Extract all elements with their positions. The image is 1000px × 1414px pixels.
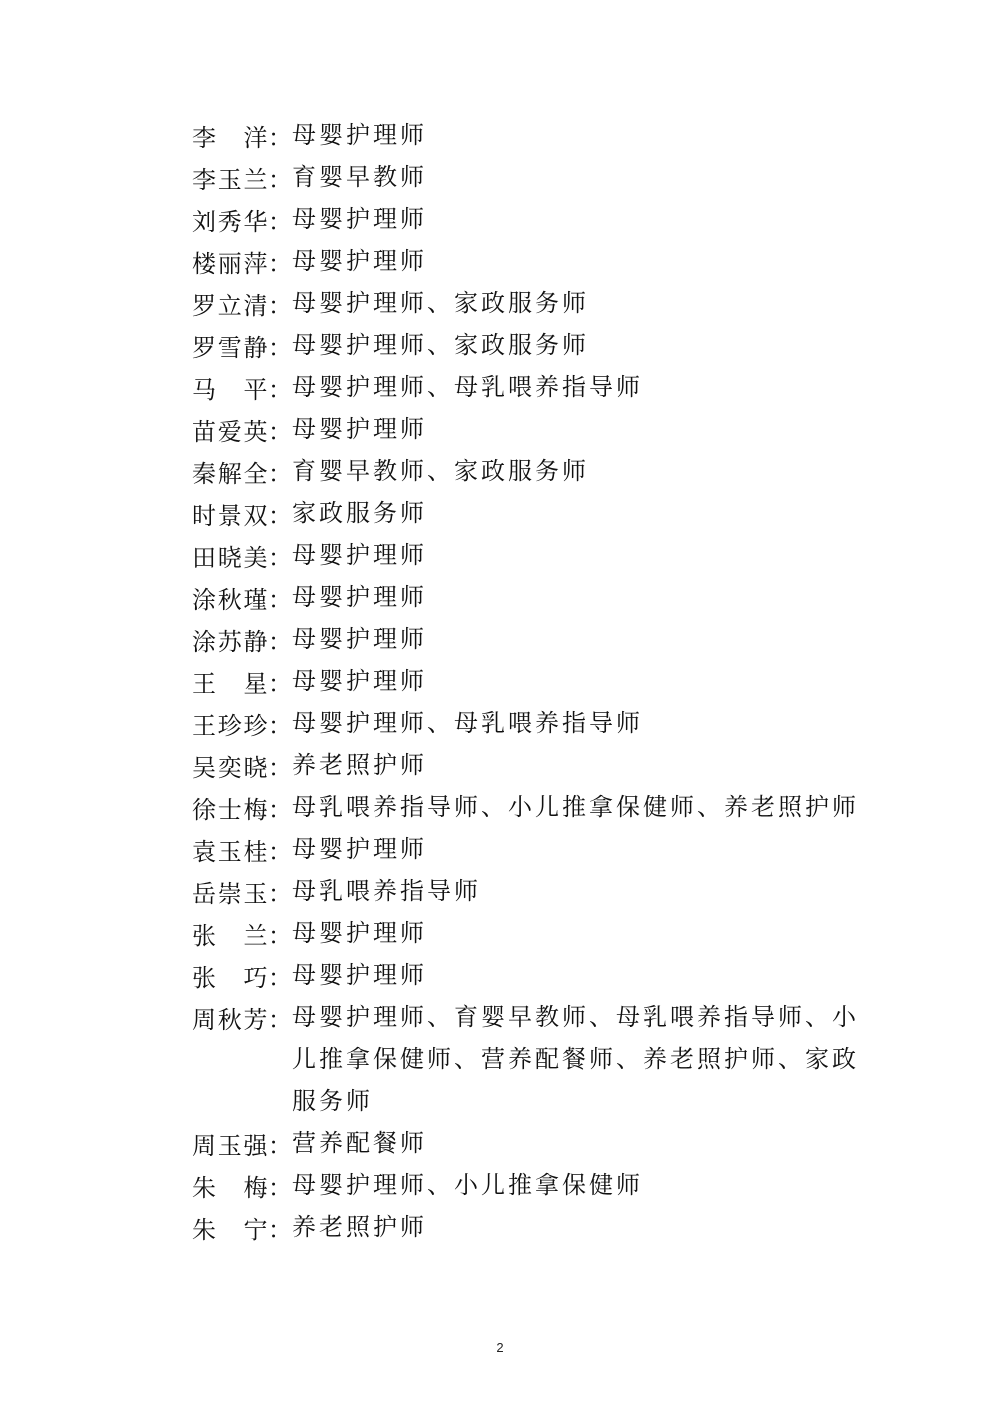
name-colon: ：: [268, 921, 293, 950]
list-item: [192, 660, 872, 702]
certificate-titles: 母婴护理师: [292, 121, 427, 149]
certificate-titles: 母婴护理师、育婴早教师、母乳喂养指导师、小儿推拿保健师、营养配餐师、养老照护师、家政服务师: [292, 1003, 859, 1115]
list-item: [192, 198, 872, 240]
name-colon: ：: [268, 879, 293, 908]
certificate-titles: 母乳喂养指导师: [292, 877, 481, 905]
person-name: 朱 梅: [192, 1173, 268, 1202]
list-item: [192, 870, 872, 912]
person-name-cell: [192, 870, 292, 912]
certificate-titles: 母婴护理师: [292, 415, 427, 443]
person-name: 时景双: [192, 501, 268, 530]
list-item: [192, 114, 872, 156]
list-item: [192, 1206, 872, 1248]
person-name: 岳崇玉: [192, 879, 268, 908]
person-name-cell: [192, 660, 292, 702]
person-name: 田晓美: [192, 543, 268, 572]
person-name-cell: [192, 576, 292, 618]
name-colon: ：: [268, 459, 293, 488]
certificate-titles: 母婴护理师、家政服务师: [292, 289, 589, 317]
list-item: [192, 1122, 872, 1164]
person-name-cell: [192, 156, 292, 198]
person-name: 张 巧: [192, 963, 268, 992]
certificate-titles: 营养配餐师: [292, 1129, 427, 1157]
name-colon: ：: [268, 795, 293, 824]
person-name: 涂苏静: [192, 627, 268, 656]
name-colon: ：: [268, 669, 293, 698]
certificate-titles: 母婴护理师: [292, 835, 427, 863]
name-colon: ：: [268, 1005, 293, 1034]
person-name-cell: [192, 450, 292, 492]
name-colon: ：: [268, 207, 293, 236]
name-colon: ：: [268, 123, 293, 152]
name-colon: ：: [268, 1215, 293, 1244]
person-name-cell: [192, 618, 292, 660]
person-name: 涂秋瑾: [192, 585, 268, 614]
person-name: 刘秀华: [192, 207, 268, 236]
certificate-titles: 母婴护理师: [292, 961, 427, 989]
person-name: 李玉兰: [192, 165, 268, 194]
person-name: 马 平: [192, 375, 268, 404]
page-number: 2: [496, 1340, 504, 1355]
certificate-titles: 母婴护理师、母乳喂养指导师: [292, 709, 643, 737]
certificate-titles: 母婴护理师: [292, 541, 427, 569]
list-item: [192, 282, 872, 324]
person-name: 袁玉桂: [192, 837, 268, 866]
person-name: 秦解全: [192, 459, 268, 488]
certificate-titles: 育婴早教师、家政服务师: [292, 457, 589, 485]
certificate-titles: 母婴护理师: [292, 247, 427, 275]
person-name-cell: [192, 114, 292, 156]
name-colon: ：: [268, 1131, 293, 1160]
list-item: [192, 786, 872, 828]
list-item: [192, 366, 872, 408]
person-name-cell: [192, 996, 292, 1038]
name-colon: ：: [268, 585, 293, 614]
person-name-cell: [192, 954, 292, 996]
name-colon: ：: [268, 165, 293, 194]
list-item: [192, 156, 872, 198]
list-item: [192, 996, 872, 1122]
person-name: 罗雪静: [192, 333, 268, 362]
person-name: 周秋芳: [192, 1005, 268, 1034]
person-name-cell: [192, 702, 292, 744]
name-colon: ：: [268, 753, 293, 782]
person-name: 吴奕晓: [192, 753, 268, 782]
person-name-cell: [192, 198, 292, 240]
list-item: [192, 240, 872, 282]
certificate-titles: 家政服务师: [292, 499, 427, 527]
list-item: [192, 576, 872, 618]
certificate-titles: 母婴护理师: [292, 919, 427, 947]
person-name-cell: [192, 744, 292, 786]
list-item: [192, 912, 872, 954]
list-item: [192, 828, 872, 870]
person-name-cell: [192, 1122, 292, 1164]
person-name-cell: [192, 282, 292, 324]
certificate-titles: 育婴早教师: [292, 163, 427, 191]
name-colon: ：: [268, 291, 293, 320]
person-name-cell: [192, 408, 292, 450]
person-name-cell: [192, 912, 292, 954]
name-colon: ：: [268, 963, 293, 992]
list-item: [192, 492, 872, 534]
person-name: 张 兰: [192, 921, 268, 950]
person-name-cell: [192, 534, 292, 576]
list-item: [192, 702, 872, 744]
certificate-titles: 母婴护理师、母乳喂养指导师: [292, 373, 643, 401]
name-colon: ：: [268, 417, 293, 446]
certificate-titles: 母婴护理师、小儿推拿保健师: [292, 1171, 643, 1199]
name-colon: ：: [268, 375, 293, 404]
name-colon: ：: [268, 1173, 293, 1202]
person-name-cell: [192, 324, 292, 366]
person-name-cell: [192, 366, 292, 408]
certificate-holder-list: [192, 114, 872, 1248]
person-name: 罗立清: [192, 291, 268, 320]
list-item: [192, 408, 872, 450]
person-name: 李 洋: [192, 123, 268, 152]
certificate-titles: 养老照护师: [292, 1213, 427, 1241]
name-colon: ：: [268, 627, 293, 656]
person-name-cell: [192, 828, 292, 870]
person-name: 朱 宁: [192, 1215, 268, 1244]
person-name-cell: [192, 1206, 292, 1248]
person-name: 徐士梅: [192, 795, 268, 824]
person-name-cell: [192, 1164, 292, 1206]
list-item: [192, 1164, 872, 1206]
list-item: [192, 450, 872, 492]
list-item: [192, 324, 872, 366]
person-name-cell: [192, 786, 292, 828]
person-name: 王珍珍: [192, 711, 268, 740]
person-name: 楼丽萍: [192, 249, 268, 278]
certificate-titles: 母婴护理师、家政服务师: [292, 331, 589, 359]
certificate-titles: 母婴护理师: [292, 583, 427, 611]
certificate-titles: 母婴护理师: [292, 625, 427, 653]
list-item: [192, 618, 872, 660]
certificate-titles: 母乳喂养指导师、小儿推拿保健师、养老照护师: [292, 793, 859, 821]
list-item: [192, 534, 872, 576]
name-colon: ：: [268, 711, 293, 740]
list-item: [192, 744, 872, 786]
name-colon: ：: [268, 249, 293, 278]
certificate-titles: 养老照护师: [292, 751, 427, 779]
person-name: 苗爱英: [192, 417, 268, 446]
name-colon: ：: [268, 837, 293, 866]
name-colon: ：: [268, 543, 293, 572]
person-name: 周玉强: [192, 1131, 268, 1160]
person-name: 王 星: [192, 669, 268, 698]
name-colon: ：: [268, 333, 293, 362]
name-colon: ：: [268, 501, 293, 530]
list-item: [192, 954, 872, 996]
person-name-cell: [192, 240, 292, 282]
certificate-titles: 母婴护理师: [292, 205, 427, 233]
certificate-titles: 母婴护理师: [292, 667, 427, 695]
person-name-cell: [192, 492, 292, 534]
